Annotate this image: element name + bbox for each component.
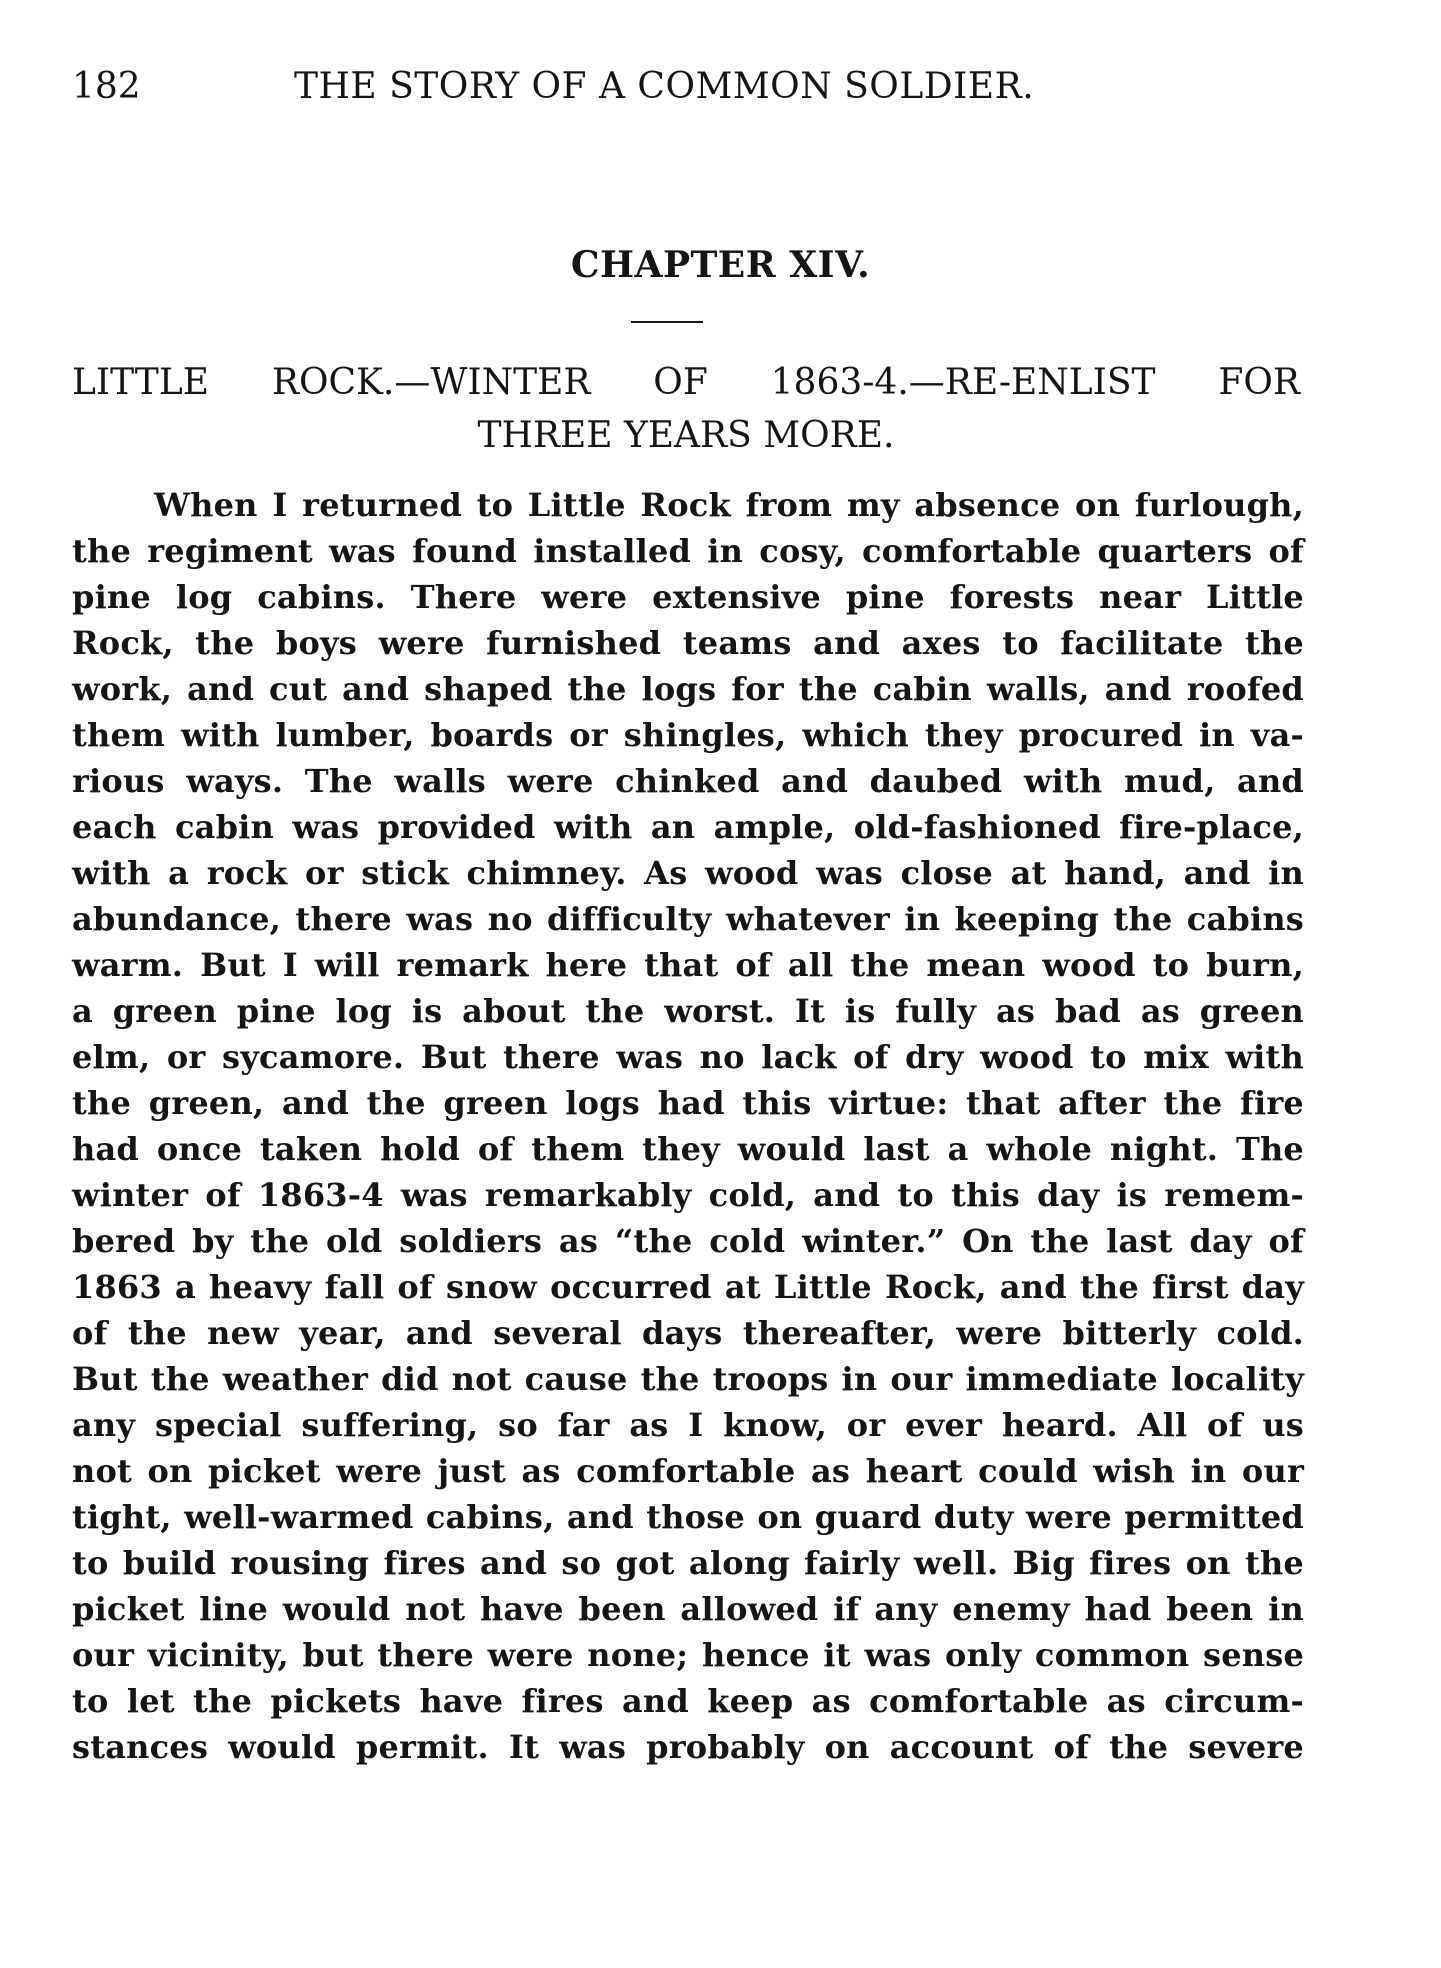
text-line: to build rousing fires and so got along fairly well. Big fires on the [72, 1544, 1304, 1582]
chapter-heading: CHAPTER XIV. [570, 244, 871, 286]
chapter-rule [631, 321, 703, 323]
page-number: 182 [72, 66, 141, 107]
text-line: Rock, the boys were furnished teams and axes to facilitate the [72, 624, 1304, 662]
text-line: with a rock or stick chimney. As wood was close at hand, and in [72, 854, 1304, 892]
body-text [72, 482, 1304, 1770]
text-line: elm, or sycamore. But there was no lack of dry wood to mix with [72, 1038, 1304, 1076]
text-line: bered by the old soldiers as “the cold winter.” On the last day of [72, 1222, 1304, 1260]
text-line: to let the pickets have fires and keep as comfortable as circum- [72, 1682, 1304, 1720]
chapter-title-line: THREE YEARS MORE. [477, 415, 895, 456]
chapter-title-line: LITTLE ROCK.—WINTER OF 1863-4.—RE-ENLIST FOR [72, 362, 1300, 403]
running-title: THE STORY OF A COMMON SOLDIER. [294, 66, 1035, 107]
text-line: the green, and the green logs had this virtue: that after the fire [72, 1084, 1304, 1122]
text-line: But the weather did not cause the troops in our immediate locality [72, 1360, 1304, 1398]
text-line: each cabin was provided with an ample, old-fashioned fire-place, [72, 808, 1304, 846]
text-line: any special suffering, so far as I know, or ever heard. All of us [72, 1406, 1304, 1444]
text-line: When I returned to Little Rock from my absence on furlough, [154, 486, 1304, 524]
text-line: had once taken hold of them they would last a whole night. The [72, 1130, 1304, 1168]
text-line: a green pine log is about the worst. It is fully as bad as green [72, 992, 1304, 1030]
text-line: picket line would not have been allowed if any enemy had been in [72, 1590, 1304, 1628]
text-line: 1863 a heavy fall of snow occurred at Little Rock, and the first day [72, 1268, 1304, 1306]
chapter-title [72, 356, 1300, 462]
text-line: our vicinity, but there were none; hence it was only common sense [72, 1636, 1304, 1674]
text-line: of the new year, and several days thereafter, were bitterly cold. [72, 1314, 1304, 1352]
text-line: work, and cut and shaped the logs for the cabin walls, and roofed [72, 670, 1304, 708]
text-line: pine log cabins. There were extensive pine forests near Little [72, 578, 1304, 616]
text-line: the regiment was found installed in cosy, comfortable quarters of [72, 532, 1304, 570]
text-line: stances would permit. It was probably on account of the severe [72, 1728, 1304, 1766]
text-line: warm. But I will remark here that of all the mean wood to burn, [72, 946, 1304, 984]
text-line: not on picket were just as comfortable as heart could wish in our [72, 1452, 1304, 1490]
running-head [72, 62, 1312, 112]
text-line: them with lumber, boards or shingles, which they procured in va- [72, 716, 1304, 754]
text-line: winter of 1863-4 was remarkably cold, and to this day is remem- [72, 1176, 1304, 1214]
text-line: tight, well-warmed cabins, and those on guard duty were permitted [72, 1498, 1304, 1536]
text-line: abundance, there was no difficulty whatever in keeping the cabins [72, 900, 1304, 938]
text-line: rious ways. The walls were chinked and daubed with mud, and [72, 762, 1304, 800]
